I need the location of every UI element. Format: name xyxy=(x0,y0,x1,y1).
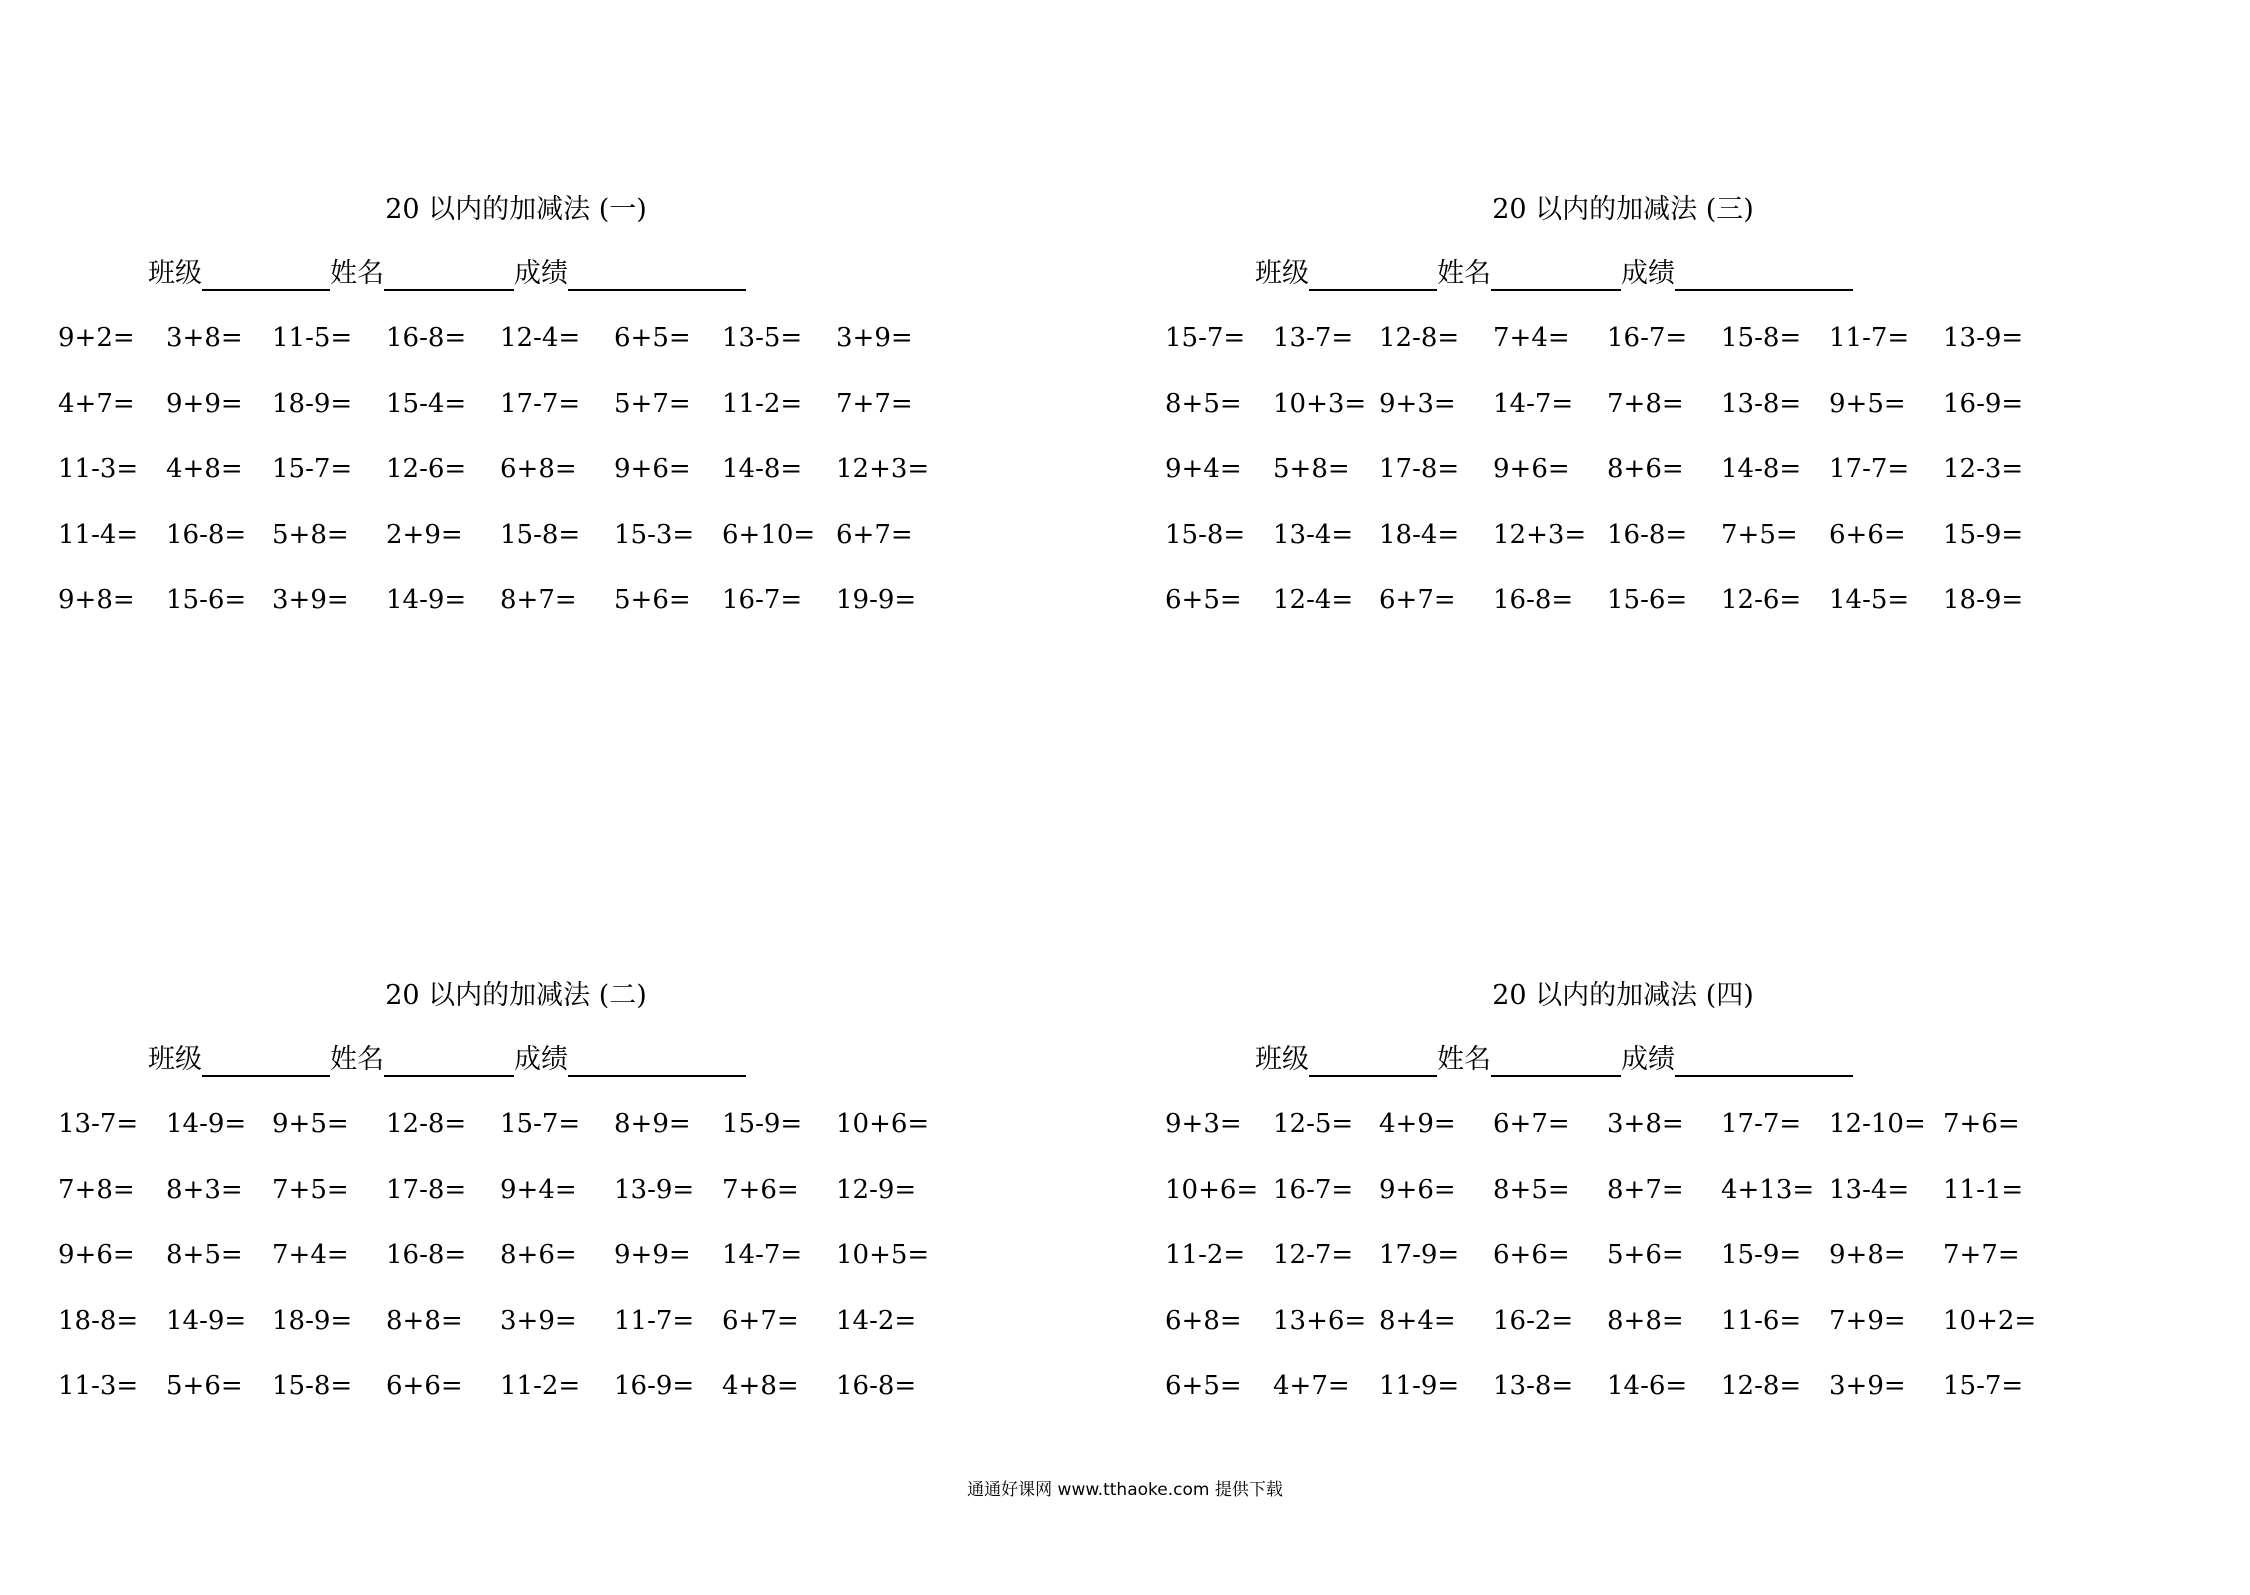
problem: 15-4= xyxy=(386,388,467,419)
problem: 10+5= xyxy=(836,1240,930,1270)
problem: 5+6= xyxy=(166,1371,243,1401)
class-label: 班级 xyxy=(1255,1044,1309,1075)
problem-row xyxy=(58,318,958,384)
problem: 16-2= xyxy=(1493,1305,1574,1336)
problem: 6+8= xyxy=(500,454,577,484)
problem: 3+9= xyxy=(272,585,349,615)
worksheet-panel-2 xyxy=(56,976,1056,1436)
problem: 14-9= xyxy=(166,1305,247,1336)
problem: 14-7= xyxy=(722,1240,803,1270)
problem: 7+4= xyxy=(1493,323,1570,353)
problem-grid xyxy=(1165,318,2065,646)
problem: 9+2= xyxy=(58,323,135,353)
name-blank[interactable] xyxy=(384,1045,514,1077)
problem: 9+3= xyxy=(1379,388,1456,419)
problem: 5+6= xyxy=(1607,1240,1684,1270)
problem: 16-7= xyxy=(722,585,803,615)
class-blank[interactable] xyxy=(202,259,330,291)
problem-row xyxy=(58,384,958,450)
name-blank[interactable] xyxy=(384,259,514,291)
problem: 16-8= xyxy=(386,1240,467,1270)
problem: 11-2= xyxy=(1165,1240,1246,1270)
problem: 9+6= xyxy=(614,454,691,484)
problem: 10+3= xyxy=(1273,388,1367,419)
problem: 2+9= xyxy=(386,519,463,550)
problem: 6+6= xyxy=(386,1371,463,1401)
problem: 3+9= xyxy=(1829,1371,1906,1401)
student-info-line xyxy=(148,254,746,294)
class-blank[interactable] xyxy=(202,1045,330,1077)
problem: 9+8= xyxy=(1829,1240,1906,1270)
problem: 10+6= xyxy=(1165,1174,1259,1205)
problem-grid xyxy=(58,318,958,646)
problem: 15-9= xyxy=(1721,1240,1802,1270)
problem: 7+9= xyxy=(1829,1305,1906,1336)
problem: 8+4= xyxy=(1379,1305,1456,1336)
problem: 12-8= xyxy=(1721,1371,1802,1401)
problem-row xyxy=(1165,384,2065,450)
problem: 14-2= xyxy=(836,1305,917,1336)
problem: 7+7= xyxy=(1943,1240,2020,1270)
problem: 6+6= xyxy=(1829,519,1906,550)
problem: 7+7= xyxy=(836,388,913,419)
problem: 12-6= xyxy=(1721,585,1802,615)
class-blank[interactable] xyxy=(1309,259,1437,291)
student-info-line xyxy=(148,1040,746,1080)
problem: 16-8= xyxy=(166,519,247,550)
problem: 7+5= xyxy=(272,1174,349,1205)
name-label: 姓名 xyxy=(330,1044,384,1075)
problem-row xyxy=(58,449,958,515)
problem: 12-4= xyxy=(1273,585,1354,615)
problem-row xyxy=(1165,1301,2065,1367)
problem: 13-4= xyxy=(1273,519,1354,550)
problem: 15-3= xyxy=(614,519,695,550)
problem: 7+6= xyxy=(1943,1109,2020,1139)
problem: 19-9= xyxy=(836,585,917,615)
problem: 15-6= xyxy=(166,585,247,615)
problem: 11-2= xyxy=(722,388,803,419)
problem: 12-7= xyxy=(1273,1240,1354,1270)
problem: 16-7= xyxy=(1607,323,1688,353)
problem-row xyxy=(1165,1170,2065,1236)
problem-row xyxy=(58,580,958,646)
problem: 4+13= xyxy=(1721,1174,1815,1205)
problem: 11-1= xyxy=(1943,1174,2024,1205)
problem: 8+5= xyxy=(1165,388,1242,419)
class-label: 班级 xyxy=(1255,258,1309,289)
problem: 11-3= xyxy=(58,1371,139,1401)
problem: 16-8= xyxy=(386,323,467,353)
problem: 14-8= xyxy=(1721,454,1802,484)
problem: 7+4= xyxy=(272,1240,349,1270)
problem: 13-9= xyxy=(1943,323,2024,353)
problem: 13+6= xyxy=(1273,1305,1367,1336)
problem: 7+8= xyxy=(58,1174,135,1205)
problem: 8+8= xyxy=(386,1305,463,1336)
problem-row xyxy=(1165,1104,2065,1170)
problem-row xyxy=(58,1235,958,1301)
problem: 7+5= xyxy=(1721,519,1798,550)
score-blank[interactable] xyxy=(568,259,746,291)
problem: 9+9= xyxy=(614,1240,691,1270)
problem: 7+8= xyxy=(1607,388,1684,419)
score-blank[interactable] xyxy=(1675,259,1853,291)
problem: 8+6= xyxy=(500,1240,577,1270)
problem: 12-8= xyxy=(1379,323,1460,353)
problem: 8+7= xyxy=(500,585,577,615)
problem: 13-7= xyxy=(58,1109,139,1139)
problem-row xyxy=(58,1170,958,1236)
problem: 13-9= xyxy=(614,1174,695,1205)
problem: 8+6= xyxy=(1607,454,1684,484)
problem: 15-8= xyxy=(1721,323,1802,353)
problem: 9+9= xyxy=(166,388,243,419)
problem: 9+4= xyxy=(1165,454,1242,484)
problem: 6+10= xyxy=(722,519,816,550)
problem: 15-7= xyxy=(1943,1371,2024,1401)
problem: 14-7= xyxy=(1493,388,1574,419)
problem: 4+9= xyxy=(1379,1109,1456,1139)
problem: 18-9= xyxy=(272,1305,353,1336)
footer-credit: 通通好课网 www.tthaoke.com 提供下载 xyxy=(967,1480,1283,1500)
problem: 18-8= xyxy=(58,1305,139,1336)
problem: 11-7= xyxy=(614,1305,695,1336)
name-blank[interactable] xyxy=(1491,1045,1621,1077)
problem: 7+6= xyxy=(722,1174,799,1205)
problem: 9+8= xyxy=(58,585,135,615)
panel-title: 20 以内的加减法 (四) xyxy=(1492,980,1754,1011)
problem: 5+7= xyxy=(614,388,691,419)
name-label: 姓名 xyxy=(1437,258,1491,289)
problem: 9+4= xyxy=(500,1174,577,1205)
problem: 9+5= xyxy=(272,1109,349,1139)
class-label: 班级 xyxy=(148,1044,202,1075)
problem: 11-3= xyxy=(58,454,139,484)
problem: 17-7= xyxy=(500,388,581,419)
problem-row xyxy=(58,515,958,581)
problem-row xyxy=(1165,515,2065,581)
problem-grid xyxy=(58,1104,958,1432)
problem: 3+9= xyxy=(836,323,913,353)
problem: 6+6= xyxy=(1493,1240,1570,1270)
problem: 8+7= xyxy=(1607,1174,1684,1205)
problem: 16-8= xyxy=(836,1371,917,1401)
problem: 13-7= xyxy=(1273,323,1354,353)
problem-row xyxy=(1165,449,2065,515)
problem: 8+9= xyxy=(614,1109,691,1139)
problem-row xyxy=(1165,318,2065,384)
problem: 13-8= xyxy=(1721,388,1802,419)
problem: 11-9= xyxy=(1379,1371,1460,1401)
problem: 12-9= xyxy=(836,1174,917,1205)
problem: 11-4= xyxy=(58,519,139,550)
problem: 8+5= xyxy=(1493,1174,1570,1205)
problem: 15-7= xyxy=(272,454,353,484)
problem: 8+8= xyxy=(1607,1305,1684,1336)
problem: 15-9= xyxy=(722,1109,803,1139)
problem: 18-9= xyxy=(1943,585,2024,615)
student-info-line xyxy=(1255,1040,1853,1080)
problem: 9+6= xyxy=(1379,1174,1456,1205)
problem: 5+8= xyxy=(1273,454,1350,484)
problem: 11-5= xyxy=(272,323,353,353)
problem-row xyxy=(1165,580,2065,646)
problem: 16-8= xyxy=(1493,585,1574,615)
problem: 11-6= xyxy=(1721,1305,1802,1336)
panel-title: 20 以内的加减法 (二) xyxy=(385,980,647,1011)
problem-row xyxy=(58,1301,958,1367)
problem: 6+5= xyxy=(1165,1371,1242,1401)
problem: 4+7= xyxy=(1273,1371,1350,1401)
problem: 15-6= xyxy=(1607,585,1688,615)
worksheet-panel-1 xyxy=(56,190,1056,650)
problem: 11-2= xyxy=(500,1371,581,1401)
problem: 14-9= xyxy=(166,1109,247,1139)
problem: 15-7= xyxy=(1165,323,1246,353)
problem: 4+8= xyxy=(166,454,243,484)
score-label: 成绩 xyxy=(1621,258,1675,289)
problem: 9+6= xyxy=(1493,454,1570,484)
problem: 16-9= xyxy=(614,1371,695,1401)
worksheet-panel-4 xyxy=(1163,976,2163,1436)
problem: 9+3= xyxy=(1165,1109,1242,1139)
problem: 10+6= xyxy=(836,1109,930,1139)
panel-title: 20 以内的加减法 (一) xyxy=(385,194,647,225)
problem: 14-9= xyxy=(386,585,467,615)
problem: 15-9= xyxy=(1943,519,2024,550)
problem: 6+8= xyxy=(1165,1305,1242,1336)
problem: 11-7= xyxy=(1829,323,1910,353)
problem: 17-8= xyxy=(1379,454,1460,484)
problem: 13-5= xyxy=(722,323,803,353)
name-blank[interactable] xyxy=(1491,259,1621,291)
problem: 12+3= xyxy=(836,454,930,484)
problem: 6+5= xyxy=(1165,585,1242,615)
problem: 6+7= xyxy=(836,519,913,550)
problem: 4+8= xyxy=(722,1371,799,1401)
problem: 3+9= xyxy=(500,1305,577,1336)
problem: 13-4= xyxy=(1829,1174,1910,1205)
problem: 10+2= xyxy=(1943,1305,2037,1336)
problem: 9+6= xyxy=(58,1240,135,1270)
problem: 15-7= xyxy=(500,1109,581,1139)
problem: 14-5= xyxy=(1829,585,1910,615)
problem: 17-9= xyxy=(1379,1240,1460,1270)
problem-row xyxy=(1165,1235,2065,1301)
problem: 15-8= xyxy=(272,1371,353,1401)
problem: 12-10= xyxy=(1829,1109,1926,1139)
score-blank[interactable] xyxy=(1675,1045,1853,1077)
score-label: 成绩 xyxy=(1621,1044,1675,1075)
problem: 17-7= xyxy=(1721,1109,1802,1139)
problem-row xyxy=(1165,1366,2065,1432)
problem: 16-9= xyxy=(1943,388,2024,419)
panel-title: 20 以内的加减法 (三) xyxy=(1492,194,1754,225)
problem: 14-6= xyxy=(1607,1371,1688,1401)
problem: 15-8= xyxy=(500,519,581,550)
problem: 8+3= xyxy=(166,1174,243,1205)
class-label: 班级 xyxy=(148,258,202,289)
problem: 12-3= xyxy=(1943,454,2024,484)
problem: 12-6= xyxy=(386,454,467,484)
problem: 16-8= xyxy=(1607,519,1688,550)
problem: 6+7= xyxy=(1379,585,1456,615)
problem: 17-7= xyxy=(1829,454,1910,484)
problem: 17-8= xyxy=(386,1174,467,1205)
problem: 3+8= xyxy=(166,323,243,353)
problem: 12-8= xyxy=(386,1109,467,1139)
problem-grid xyxy=(1165,1104,2065,1432)
problem: 15-8= xyxy=(1165,519,1246,550)
problem: 12-4= xyxy=(500,323,581,353)
problem: 5+8= xyxy=(272,519,349,550)
problem: 5+6= xyxy=(614,585,691,615)
problem: 6+5= xyxy=(614,323,691,353)
student-info-line xyxy=(1255,254,1853,294)
problem: 12+3= xyxy=(1493,519,1587,550)
problem: 18-9= xyxy=(272,388,353,419)
worksheet-panel-3 xyxy=(1163,190,2163,650)
score-label: 成绩 xyxy=(514,258,568,289)
problem: 4+7= xyxy=(58,388,135,419)
problem: 6+7= xyxy=(722,1305,799,1336)
score-label: 成绩 xyxy=(514,1044,568,1075)
problem: 14-8= xyxy=(722,454,803,484)
problem: 8+5= xyxy=(166,1240,243,1270)
name-label: 姓名 xyxy=(1437,1044,1491,1075)
problem: 3+8= xyxy=(1607,1109,1684,1139)
name-label: 姓名 xyxy=(330,258,384,289)
problem: 6+7= xyxy=(1493,1109,1570,1139)
score-blank[interactable] xyxy=(568,1045,746,1077)
problem: 18-4= xyxy=(1379,519,1460,550)
problem: 16-7= xyxy=(1273,1174,1354,1205)
class-blank[interactable] xyxy=(1309,1045,1437,1077)
problem: 12-5= xyxy=(1273,1109,1354,1139)
problem-row xyxy=(58,1366,958,1432)
problem: 13-8= xyxy=(1493,1371,1574,1401)
problem: 9+5= xyxy=(1829,388,1906,419)
problem-row xyxy=(58,1104,958,1170)
